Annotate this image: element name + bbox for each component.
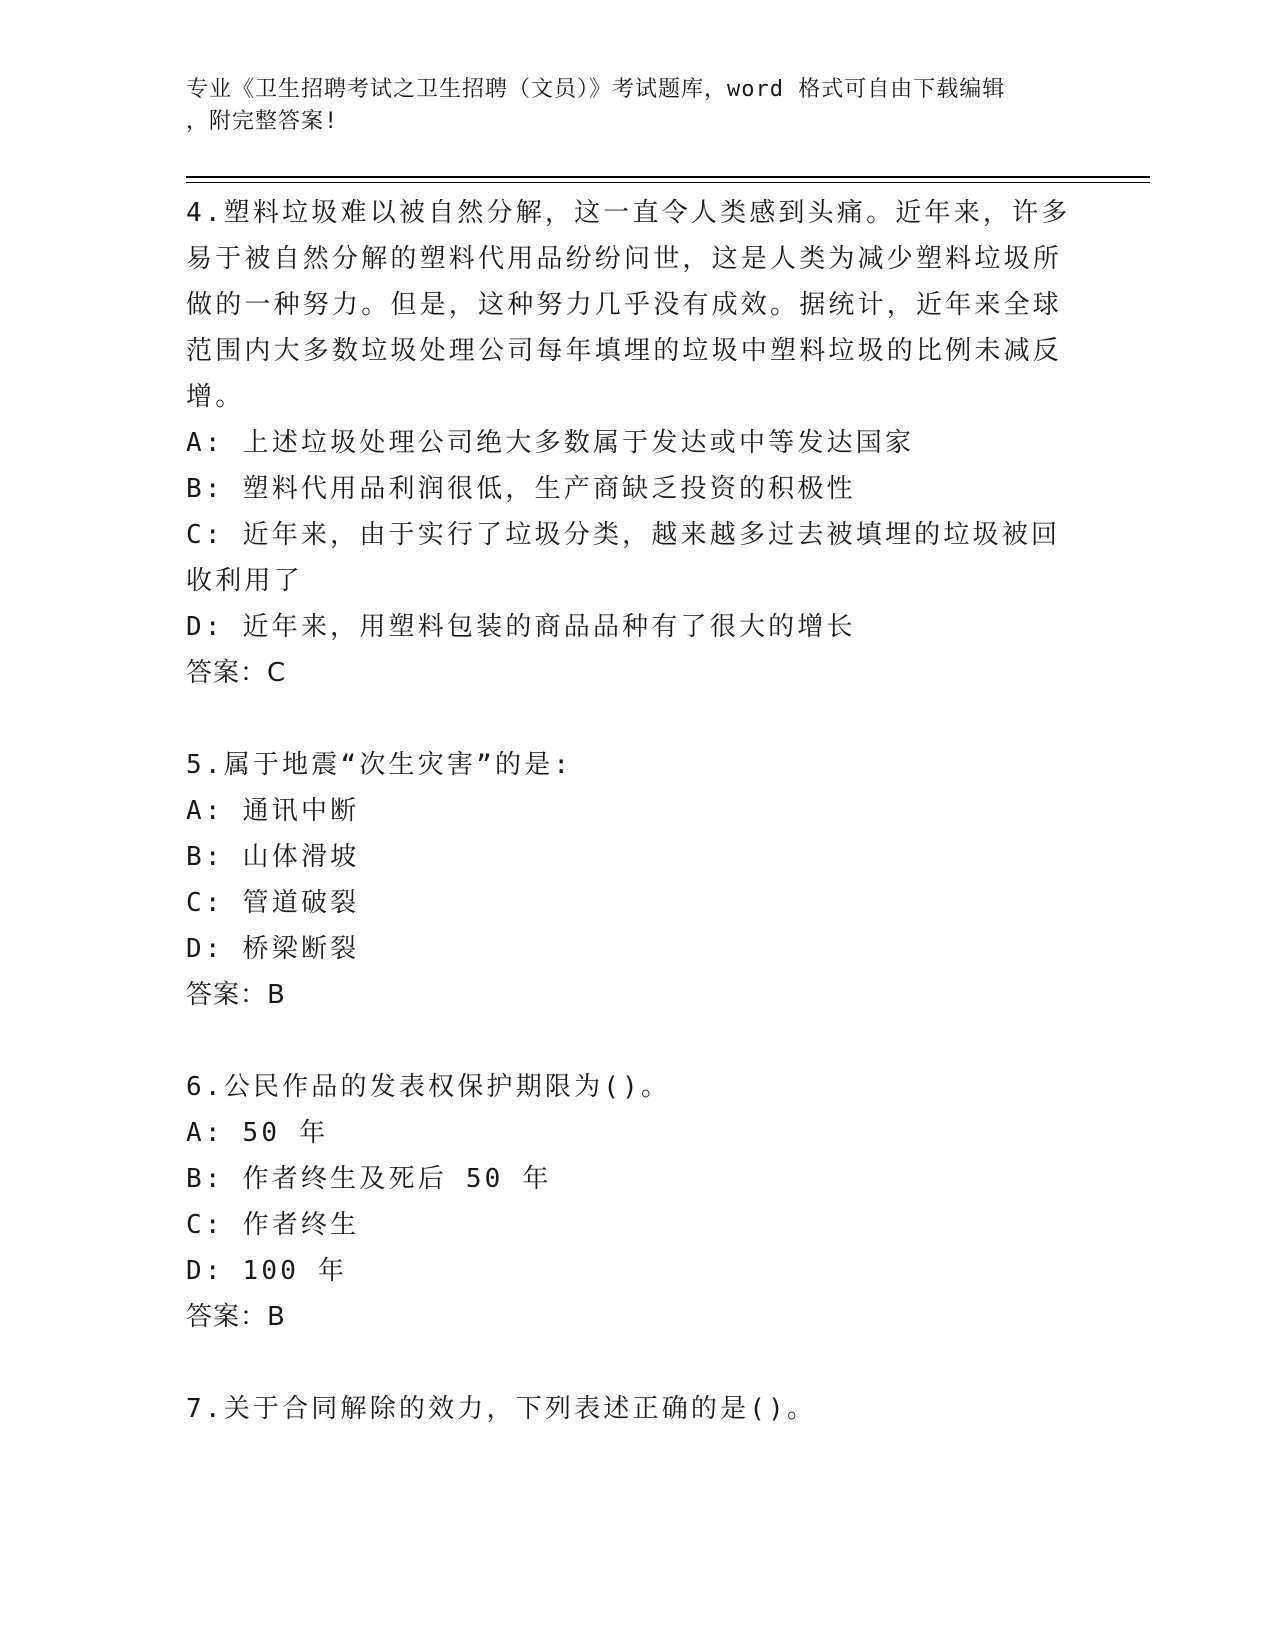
option-d: D: 桥梁断裂 xyxy=(186,934,360,964)
answer: 答案：C xyxy=(186,658,287,688)
header-line-1: 专业《卫生招聘考试之卫生招聘（文员）》考试题库，word 格式可自由下载编辑 xyxy=(186,77,1006,102)
question-5 xyxy=(186,742,1076,1018)
option-a: A: 50 年 xyxy=(186,1118,329,1148)
header-line-2: ，附完整答案! xyxy=(186,109,339,134)
question-list xyxy=(186,190,1076,1432)
question-7 xyxy=(186,1386,1076,1432)
answer: 答案：B xyxy=(186,1302,286,1332)
question-stem: 6.公民作品的发表权保护期限为()。 xyxy=(186,1072,671,1102)
option-a: A: 通讯中断 xyxy=(186,796,360,826)
question-stem: 5.属于地震“次生灾害”的是: xyxy=(186,750,573,780)
option-c: C: 近年来，由于实行了垃圾分类，越来越多过去被填埋的垃圾被回收利用了 xyxy=(186,520,1061,596)
header-divider-thick xyxy=(186,176,1150,178)
question-stem: 7.关于合同解除的效力，下列表述正确的是()。 xyxy=(186,1394,817,1424)
question-4 xyxy=(186,190,1076,696)
option-c: C: 管道破裂 xyxy=(186,888,360,918)
option-c: C: 作者终生 xyxy=(186,1210,360,1240)
question-6 xyxy=(186,1064,1076,1340)
option-a: A: 上述垃圾处理公司绝大多数属于发达或中等发达国家 xyxy=(186,428,915,458)
header-divider-thin xyxy=(186,182,1150,183)
document-header xyxy=(186,74,1066,138)
question-stem: 4.塑料垃圾难以被自然分解，这一直令人类感到头痛。近年来，许多易于被自然分解的塑料代用品纷纷问世，这是人类为减少塑料垃圾所做的一种努力。但是，这种努力几乎没有成效。据统计，近年来全球范围内大多数垃圾处理公司每年填埋的垃圾中塑料垃圾的比例未减反增。 xyxy=(186,198,1071,412)
option-d: D: 100 年 xyxy=(186,1256,348,1286)
option-b: B: 山体滑坡 xyxy=(186,842,360,872)
option-d: D: 近年来，用塑料包装的商品品种有了很大的增长 xyxy=(186,612,856,642)
option-b: B: 塑料代用品利润很低，生产商缺乏投资的积极性 xyxy=(186,474,856,504)
answer: 答案：B xyxy=(186,980,286,1010)
option-b: B: 作者终生及死后 50 年 xyxy=(186,1164,552,1194)
